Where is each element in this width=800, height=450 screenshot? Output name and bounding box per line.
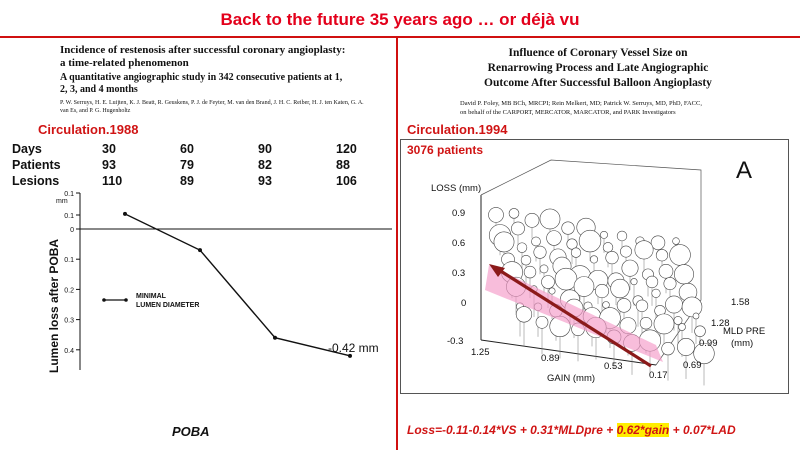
bubble [509,208,519,218]
surface-plot [401,140,788,393]
series-line [125,214,350,356]
table-cell: 88 [336,158,350,172]
column-divider [396,38,398,450]
mld-tick: 0.69 [683,360,702,371]
table-cell: 106 [336,174,357,188]
equation-part-2: + 0.07*LAD [669,423,736,437]
y-tick-label: 0.2 [64,287,74,295]
paper-title-line: Outcome After Successful Balloon Angioplasty [484,77,712,89]
bubble [541,276,554,289]
row-label: Lesions [12,174,60,188]
mld-axis-label-1: MLD PRE [723,326,766,337]
followup-table [12,141,376,189]
y-tick-label: 0 [70,227,74,234]
z-tick: 0 [461,298,467,309]
legend-text-2: LUMEN DIAMETER [136,302,200,309]
mld-tick: 0.99 [699,338,718,349]
table-cell: 30 [102,142,116,156]
patients-count: 3076 patients [407,143,484,157]
table-row [12,141,376,157]
bubble [606,251,619,264]
legend-marker [102,298,106,302]
lumen-loss-chart [0,185,396,385]
paper-title-1988: Incidence of restenosis after successful coronary angioplasty: a time-related phenomenon [60,44,346,69]
paper-title-line: Influence of Coronary Vessel Size on [508,47,688,59]
table-cell: 120 [336,142,357,156]
bubble [673,238,680,245]
bubble [595,284,609,298]
bubble [678,323,685,330]
bubble [590,256,597,263]
bubble [640,317,652,329]
z-axis-label: LOSS (mm) [431,183,482,194]
bubble [547,231,562,246]
gain-tick: 0.17 [649,370,668,381]
table-cell: 79 [180,158,194,172]
bubble [562,222,575,235]
bubble [620,246,631,257]
gain-tick: 1.25 [471,347,490,358]
bubble [579,230,601,252]
y-axis-label: Lumen loss after POBA [47,238,61,373]
bubble [524,266,536,278]
data-point [198,248,202,252]
bubble [549,288,555,294]
z-tick: -0.3 [447,336,464,347]
y-tick-label: 0.3 [64,317,74,325]
bubble [600,231,607,238]
bubble [603,302,610,309]
slide-title: Back to the future 35 years ago … or déjà vu [220,10,580,29]
bubble [555,268,577,290]
bubble [646,276,658,288]
legend-marker [124,298,128,302]
table-cell: 60 [180,142,194,156]
journal-1988: Circulation.1988 [38,122,139,137]
bubble [693,313,699,319]
bubble [656,249,668,261]
gain-axis-label: GAIN (mm) [547,373,596,384]
table-cell: 110 [102,174,123,188]
mld-axis-label-2: (mm) [731,338,754,349]
z-tick: 0.6 [452,238,466,249]
bubble [617,231,627,241]
paper-authors-1988: P. W. Serruys, H. E. Luijten, K. J. Beatt, R. Geuskens, P. J. de Feyter, M. van den Brand, J. H. C. Reiber, H. J. ten Katen, G. A. van Es, and P. G. Hugenholtz [60,100,364,114]
bubble [489,207,504,222]
table-cell: 82 [258,158,272,172]
y-tick-label: 0.1 [64,213,74,220]
bubble [654,314,674,334]
bubble [631,278,637,284]
bubble [617,298,631,312]
paper-title-line: Renarrowing Process and Late Angiographic [487,62,709,74]
equation-highlight: 0.62*gain [616,423,670,437]
paper-authors-1994 [460,99,790,117]
table-cell: 93 [102,158,116,172]
row-label: Patients [12,158,61,172]
bubble [662,342,675,355]
panel-label: A [736,157,753,184]
row-label: Days [12,142,42,156]
bubble [635,241,653,259]
bubble [521,255,531,265]
bubble [695,326,706,337]
gain-tick: 0.89 [541,353,560,364]
bubble [682,297,702,317]
y-tick-label: 0.1 [64,191,74,198]
bubble [674,265,693,284]
bubble [665,296,682,313]
regression-figure [400,139,789,394]
bubble [611,279,630,298]
equation-part-1: Loss=-0.11-0.14*VS + 0.31*MLDpre + [407,423,617,437]
authors-line: on behalf of the CARPORT, MERCATOR, MARCATOR, and PARK Investigators [460,109,676,116]
bubble [622,260,638,276]
data-point [123,212,127,216]
bubble [511,222,524,235]
bubble [664,277,676,289]
bubble [652,289,660,297]
bubble [540,265,548,273]
z-tick: 0.3 [452,268,466,279]
gain-tick: 0.53 [604,361,623,372]
legend-text-1: MINIMAL [136,293,166,300]
table-cell: 90 [258,142,272,156]
bubble [540,209,560,229]
bubble [603,242,613,252]
series-points [123,212,352,358]
y-tick-label: 0.4 [64,347,74,355]
y-unit-label: mm [56,198,68,205]
bubble [536,316,548,328]
bubble [636,300,648,312]
z-tick: 0.9 [452,208,466,219]
bubble [525,213,539,227]
paper-title-1994 [400,46,796,91]
paper-subtitle-1988: A quantitative angiographic study in 342 consecutive patients at 1, 2, 3, and 4 months [60,72,343,95]
bubble [516,307,532,323]
mld-tick: 1.28 [711,318,730,329]
bubble [531,237,540,246]
journal-1994: Circulation.1994 [407,122,508,137]
table-row [12,157,376,173]
table-cell: 93 [258,174,272,188]
regression-equation [407,423,736,437]
bubble [571,248,581,258]
title-divider [0,36,800,38]
bubble [677,338,694,355]
data-point [273,336,277,340]
bubble [659,264,673,278]
mld-tick: 1.58 [731,297,750,308]
authors-line: David P. Foley, MB BCh, MRCPI; Rein Melkert, MD; Patrick W. Serruys, MD, PhD, FACC, [460,100,702,107]
bubble [534,246,546,258]
y-ticks [64,191,80,355]
bubble [670,245,691,266]
bubble [517,243,527,253]
table-cell: 89 [180,174,194,188]
poba-caption: POBA [172,424,210,439]
y-tick-label: 0.1 [64,257,74,265]
final-value-annotation: -0.42 mm [328,341,379,355]
bubble [494,232,514,252]
